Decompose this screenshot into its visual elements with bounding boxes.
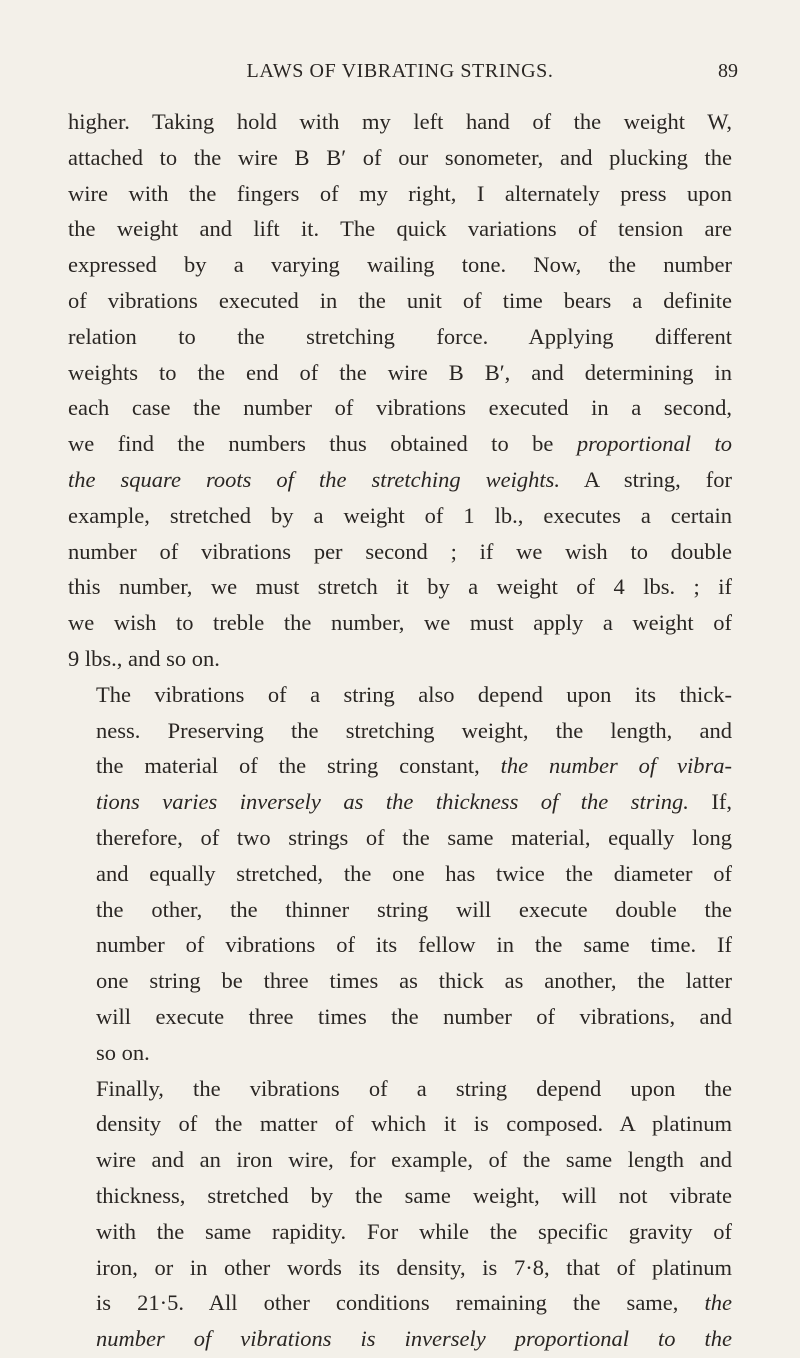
text-line: this number, we must stretch it by a weight of 4 lbs. ; if bbox=[68, 574, 732, 600]
text-line: we wish to treble the number, we must apply a weight of bbox=[68, 610, 732, 636]
text-line bbox=[68, 1321, 732, 1357]
paragraph bbox=[68, 677, 732, 1071]
emphasis: proportional to bbox=[576, 431, 732, 457]
text-line: relation to the stretching force. Applying different bbox=[68, 323, 732, 349]
body-text bbox=[68, 104, 732, 1357]
text-line: the weight and lift it. The quick variations of tension are bbox=[68, 216, 732, 242]
text-line: the square roots of the stretching weights. A string, for bbox=[68, 466, 732, 492]
text-line: Finally, the vibrations of a string depend upon the bbox=[96, 1075, 732, 1101]
text-line: so on. bbox=[96, 1039, 150, 1065]
text-line: wire with the fingers of my right, I alternately press upon bbox=[68, 180, 732, 206]
text-line: thickness, stretched by the same weight, will not vibrate bbox=[96, 1182, 732, 1208]
text-line: higher. Taking hold with my left hand of the weight W, bbox=[68, 109, 732, 134]
emphasis: the bbox=[704, 1290, 732, 1316]
text-line: each case the number of vibrations executed in a second, bbox=[68, 395, 732, 421]
page-number: 89 bbox=[718, 60, 738, 82]
text-line: attached to the wire B B′ of our sonometer, and plucking the bbox=[68, 144, 732, 170]
emphasis: the square roots of the stretching weights. bbox=[68, 466, 561, 492]
text-line: one string be three times as thick as another, the latter bbox=[96, 968, 732, 994]
text-line: therefore, of two strings of the same material, equally long bbox=[96, 824, 732, 850]
paragraph bbox=[68, 104, 732, 677]
text-line: number of vibrations per second ; if we wish to double bbox=[68, 538, 732, 564]
text-line: wire and an iron wire, for example, of the same length and bbox=[96, 1147, 732, 1173]
text-line: iron, or in other words its density, is 7·8, that of platinum bbox=[96, 1254, 732, 1280]
running-head: LAWS OF VIBRATING STRINGS. bbox=[246, 60, 554, 82]
text-line: example, stretched by a weight of 1 lb., executes a certain bbox=[68, 502, 732, 528]
paragraph bbox=[68, 1071, 732, 1357]
text-line: density of the matter of which it is composed. A platinum bbox=[96, 1111, 732, 1137]
text-line: the other, the thinner string will execute double the bbox=[96, 896, 732, 922]
text-line: tions varies inversely as the thickness of the string. If, bbox=[96, 789, 732, 815]
text-line: expressed by a varying wailing tone. Now, the number bbox=[68, 252, 732, 278]
text-line: of vibrations executed in the unit of time bears a definite bbox=[68, 287, 732, 313]
emphasis: tions varies inversely as the thickness of the string. bbox=[96, 789, 689, 815]
emphasis: the number of vibra- bbox=[500, 753, 732, 779]
text-line: weights to the end of the wire B B′, and determining in bbox=[68, 359, 732, 385]
page-header bbox=[68, 60, 738, 100]
text-line: we find the numbers thus obtained to be proportional to bbox=[68, 431, 732, 457]
text-line: will execute three times the number of vibrations, and bbox=[96, 1003, 732, 1029]
text-line: is 21·5. All other conditions remaining the same, the bbox=[96, 1290, 732, 1316]
text-line: 9 lbs., and so on. bbox=[68, 645, 220, 671]
text-line: number of vibrations of its fellow in the same time. If bbox=[96, 932, 732, 958]
text-line: with the same rapidity. For while the specific gravity of bbox=[96, 1218, 732, 1244]
text-line: and equally stretched, the one has twice the diameter of bbox=[96, 860, 732, 886]
text-line: the material of the string constant, the number of vibra- bbox=[96, 753, 732, 779]
text-line: ness. Preserving the stretching weight, the length, and bbox=[96, 717, 732, 743]
emphasis: number of vibrations is inversely proportional to the bbox=[96, 1326, 732, 1352]
text-line: The vibrations of a string also depend upon its thick- bbox=[96, 681, 732, 707]
